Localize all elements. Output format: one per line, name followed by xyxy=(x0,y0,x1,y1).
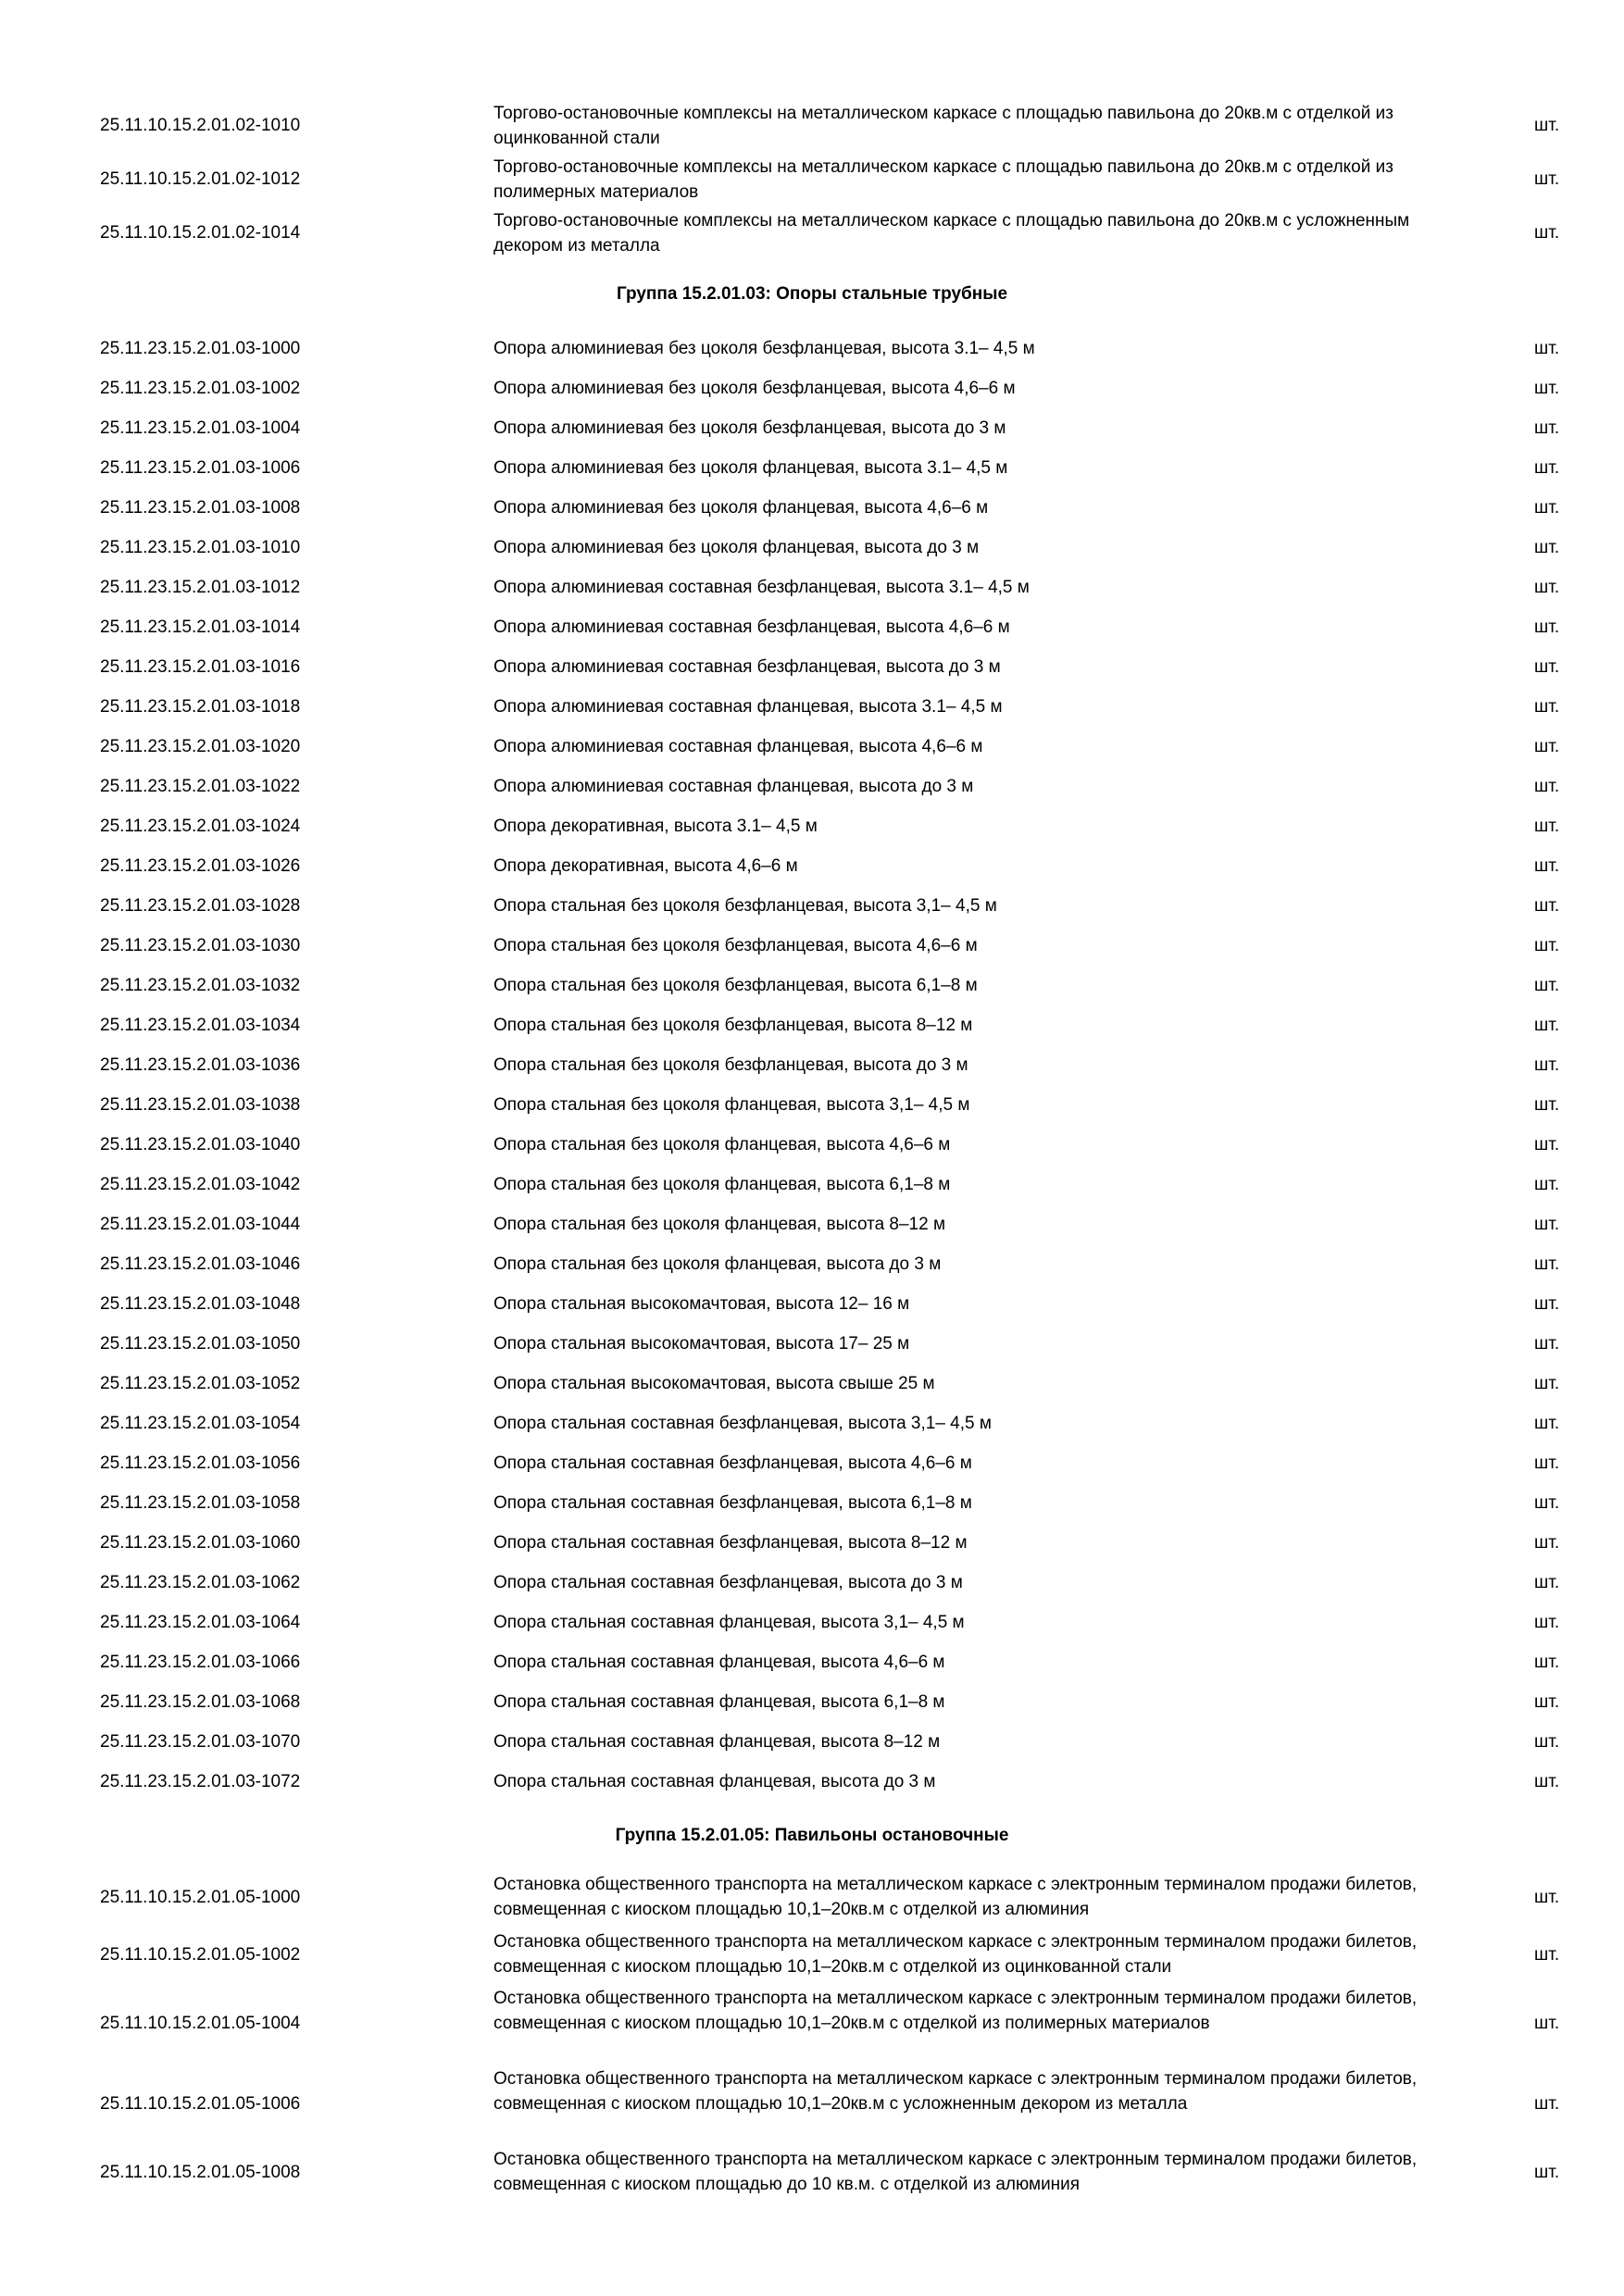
row-name: Опора алюминиевая составная фланцевая, высота 3.1– 4,5 м xyxy=(493,697,1003,717)
table-row xyxy=(0,101,1624,151)
row-code: 25.11.23.15.2.01.03-1068 xyxy=(100,1692,301,1712)
row-unit: шт. xyxy=(1534,936,1560,955)
row-unit: шт. xyxy=(1534,1374,1560,1393)
row-name: Остановка общественного транспорта на металлическом каркасе с электронным терминалом продажи билетов, совмещенная с киоском площадью 10,1–20кв.м с отделкой из оцинкованной стали xyxy=(493,1932,1418,1977)
table-row xyxy=(0,1872,1624,1922)
row-unit: шт. xyxy=(1534,1493,1560,1513)
row-unit: шт. xyxy=(1534,976,1560,995)
row-unit: шт. xyxy=(1534,1334,1560,1354)
table-row xyxy=(0,2066,1624,2141)
group-title: Группа 15.2.01.05: Павильоны остановочные xyxy=(615,1826,1009,1845)
row-name: Опора алюминиевая без цоколя безфланцевая, высота 4,6–6 м xyxy=(493,379,1016,398)
row-code: 25.11.23.15.2.01.03-1040 xyxy=(100,1135,301,1154)
row-code: 25.11.23.15.2.01.03-1024 xyxy=(100,817,301,836)
row-code: 25.11.23.15.2.01.03-1026 xyxy=(100,856,301,876)
row-code: 25.11.23.15.2.01.03-1044 xyxy=(100,1215,301,1234)
row-code: 25.11.23.15.2.01.03-1004 xyxy=(100,418,301,438)
row-unit: шт. xyxy=(1534,856,1560,876)
row-code: 25.11.23.15.2.01.03-1034 xyxy=(100,1016,301,1035)
row-code: 25.11.23.15.2.01.03-1042 xyxy=(100,1175,301,1194)
row-name: Опора стальная составная фланцевая, высота 6,1–8 м xyxy=(493,1692,945,1712)
row-unit: шт. xyxy=(1534,2163,1560,2182)
row-unit: шт. xyxy=(1534,578,1560,597)
row-name: Опора алюминиевая без цоколя фланцевая, высота 3.1– 4,5 м xyxy=(493,458,1008,478)
row-unit: шт. xyxy=(1534,498,1560,518)
row-code: 25.11.23.15.2.01.03-1016 xyxy=(100,657,301,677)
row-code: 25.11.23.15.2.01.03-1070 xyxy=(100,1732,301,1752)
row-unit: шт. xyxy=(1534,2094,1560,2114)
row-code: 25.11.23.15.2.01.03-1014 xyxy=(100,618,301,637)
row-name: Опора алюминиевая без цоколя безфланцевая, высота до 3 м xyxy=(493,418,1006,438)
row-name: Опора стальная составная безфланцевая, высота 8–12 м xyxy=(493,1533,968,1553)
row-name: Опора алюминиевая составная безфланцевая, высота до 3 м xyxy=(493,657,1001,677)
row-code: 25.11.23.15.2.01.03-1018 xyxy=(100,697,301,717)
row-code: 25.11.23.15.2.01.03-1058 xyxy=(100,1493,301,1513)
row-unit: шт. xyxy=(1534,1772,1560,1791)
row-name: Остановка общественного транспорта на металлическом каркасе с электронным терминалом продажи билетов, совмещенная с киоском площадью 10,1–20кв.м с усложненным декором из металла xyxy=(493,2069,1418,2114)
row-code: 25.11.10.15.2.01.02-1014 xyxy=(100,223,301,243)
row-code: 25.11.23.15.2.01.03-1054 xyxy=(100,1414,301,1433)
row-code: 25.11.23.15.2.01.03-1056 xyxy=(100,1454,301,1473)
row-unit: шт. xyxy=(1534,896,1560,916)
row-unit: шт. xyxy=(1534,657,1560,677)
row-unit: шт. xyxy=(1534,1135,1560,1154)
row-code: 25.11.23.15.2.01.03-1008 xyxy=(100,498,301,518)
row-code: 25.11.23.15.2.01.03-1036 xyxy=(100,1055,301,1075)
row-unit: шт. xyxy=(1534,1945,1560,1965)
row-unit: шт. xyxy=(1534,1888,1560,1907)
row-unit: шт. xyxy=(1534,379,1560,398)
row-unit: шт. xyxy=(1534,817,1560,836)
row-name: Опора стальная составная фланцевая, высота 8–12 м xyxy=(493,1732,941,1752)
row-unit: шт. xyxy=(1534,1573,1560,1592)
row-unit: шт. xyxy=(1534,2014,1560,2033)
row-code: 25.11.10.15.2.01.02-1010 xyxy=(100,116,301,135)
row-code: 25.11.23.15.2.01.03-1006 xyxy=(100,458,301,478)
row-unit: шт. xyxy=(1534,1215,1560,1234)
row-unit: шт. xyxy=(1534,223,1560,243)
row-code: 25.11.23.15.2.01.03-1038 xyxy=(100,1095,301,1115)
row-code: 25.11.10.15.2.01.05-1000 xyxy=(100,1888,301,1907)
row-code: 25.11.23.15.2.01.03-1000 xyxy=(100,339,301,358)
row-unit: шт. xyxy=(1534,538,1560,557)
row-code: 25.11.23.15.2.01.03-1012 xyxy=(100,578,301,597)
row-name: Опора стальная составная безфланцевая, высота 3,1– 4,5 м xyxy=(493,1414,992,1433)
row-name: Опора стальная составная безфланцевая, высота 6,1–8 м xyxy=(493,1493,972,1513)
row-unit: шт. xyxy=(1534,777,1560,796)
row-unit: шт. xyxy=(1534,418,1560,438)
row-code: 25.11.23.15.2.01.03-1030 xyxy=(100,936,301,955)
row-unit: шт. xyxy=(1534,737,1560,756)
row-name: Опора декоративная, высота 4,6–6 м xyxy=(493,856,798,876)
row-name: Опора стальная без цоколя фланцевая, высота 8–12 м xyxy=(493,1215,946,1234)
row-name: Опора стальная без цоколя фланцевая, высота до 3 м xyxy=(493,1254,942,1274)
table-row xyxy=(0,155,1624,205)
row-name: Опора стальная составная безфланцевая, высота до 3 м xyxy=(493,1573,963,1592)
row-code: 25.11.23.15.2.01.03-1060 xyxy=(100,1533,301,1553)
row-name: Опора алюминиевая составная фланцевая, высота 4,6–6 м xyxy=(493,737,983,756)
row-unit: шт. xyxy=(1534,1692,1560,1712)
row-code: 25.11.23.15.2.01.03-1032 xyxy=(100,976,301,995)
row-name: Опора стальная без цоколя безфланцевая, высота 8–12 м xyxy=(493,1016,973,1035)
row-unit: шт. xyxy=(1534,1055,1560,1075)
row-name: Опора алюминиевая составная безфланцевая, высота 3.1– 4,5 м xyxy=(493,578,1030,597)
row-code: 25.11.23.15.2.01.03-1066 xyxy=(100,1653,301,1672)
table-row xyxy=(0,1986,1624,2061)
table-row xyxy=(0,2147,1624,2197)
row-unit: шт. xyxy=(1534,1653,1560,1672)
table-row xyxy=(0,1929,1624,1979)
row-unit: шт. xyxy=(1534,1414,1560,1433)
row-code: 25.11.23.15.2.01.03-1010 xyxy=(100,538,301,557)
row-unit: шт. xyxy=(1534,1454,1560,1473)
row-code: 25.11.23.15.2.01.03-1064 xyxy=(100,1613,301,1632)
row-unit: шт. xyxy=(1534,618,1560,637)
row-name: Опора стальная без цоколя безфланцевая, высота 6,1–8 м xyxy=(493,976,978,995)
row-name: Опора алюминиевая составная фланцевая, высота до 3 м xyxy=(493,777,974,796)
row-code: 25.11.10.15.2.01.05-1002 xyxy=(100,1945,301,1965)
row-unit: шт. xyxy=(1534,1613,1560,1632)
row-unit: шт. xyxy=(1534,1095,1560,1115)
row-unit: шт. xyxy=(1534,169,1560,189)
row-code: 25.11.23.15.2.01.03-1020 xyxy=(100,737,301,756)
row-name: Опора стальная без цоколя фланцевая, высота 3,1– 4,5 м xyxy=(493,1095,970,1115)
row-name: Остановка общественного транспорта на металлическом каркасе с электронным терминалом продажи билетов, совмещенная с киоском площадью 10,1–20кв.м с отделкой из полимерных материалов xyxy=(493,1989,1418,2033)
row-unit: шт. xyxy=(1534,1533,1560,1553)
row-name: Опора алюминиевая без цоколя фланцевая, высота до 3 м xyxy=(493,538,980,557)
row-code: 25.11.23.15.2.01.03-1052 xyxy=(100,1374,301,1393)
row-code: 25.11.23.15.2.01.03-1028 xyxy=(100,896,301,916)
row-name: Опора декоративная, высота 3.1– 4,5 м xyxy=(493,817,818,836)
row-name: Опора стальная составная фланцевая, высота до 3 м xyxy=(493,1772,936,1791)
row-unit: шт. xyxy=(1534,1732,1560,1752)
row-name: Торгово-остановочные комплексы на металлическом каркасе с площадью павильона до 20кв.м с отделкой из оцинкованной стали xyxy=(493,104,1393,148)
row-unit: шт. xyxy=(1534,339,1560,358)
row-unit: шт. xyxy=(1534,1294,1560,1314)
row-name: Опора стальная составная фланцевая, высота 4,6–6 м xyxy=(493,1653,945,1672)
row-unit: шт. xyxy=(1534,1254,1560,1274)
row-name: Опора стальная без цоколя безфланцевая, высота до 3 м xyxy=(493,1055,968,1075)
group-title: Группа 15.2.01.03: Опоры стальные трубные xyxy=(616,284,1008,304)
row-code: 25.11.23.15.2.01.03-1022 xyxy=(100,777,301,796)
row-name: Опора стальная высокомачтовая, высота 17– 25 м xyxy=(493,1334,910,1354)
row-name: Остановка общественного транспорта на металлическом каркасе с электронным терминалом продажи билетов, совмещенная с киоском площадью 10,1–20кв.м с отделкой из алюминия xyxy=(493,1875,1418,1919)
row-unit: шт. xyxy=(1534,116,1560,135)
row-code: 25.11.23.15.2.01.03-1050 xyxy=(100,1334,301,1354)
row-name: Остановка общественного транспорта на металлическом каркасе с электронным терминалом продажи билетов, совмещенная с киоском площадью до 10 кв.м. с отделкой из алюминия xyxy=(493,2150,1418,2194)
row-code: 25.11.23.15.2.01.03-1072 xyxy=(100,1772,301,1791)
row-code: 25.11.10.15.2.01.05-1008 xyxy=(100,2163,301,2182)
row-code: 25.11.23.15.2.01.03-1046 xyxy=(100,1254,301,1274)
row-code: 25.11.10.15.2.01.05-1004 xyxy=(100,2014,301,2033)
row-name: Опора стальная без цоколя фланцевая, высота 6,1–8 м xyxy=(493,1175,951,1194)
row-unit: шт. xyxy=(1534,697,1560,717)
row-name: Опора стальная без цоколя фланцевая, высота 4,6–6 м xyxy=(493,1135,951,1154)
row-name: Опора алюминиевая без цоколя безфланцевая, высота 3.1– 4,5 м xyxy=(493,339,1035,358)
row-unit: шт. xyxy=(1534,458,1560,478)
row-name: Опора стальная без цоколя безфланцевая, высота 4,6–6 м xyxy=(493,936,978,955)
table-row xyxy=(0,208,1624,258)
row-name: Торгово-остановочные комплексы на металлическом каркасе с площадью павильона до 20кв.м с отделкой из полимерных материалов xyxy=(493,157,1393,202)
row-name: Опора стальная составная фланцевая, высота 3,1– 4,5 м xyxy=(493,1613,965,1632)
row-code: 25.11.10.15.2.01.02-1012 xyxy=(100,169,301,189)
row-name: Опора стальная составная безфланцевая, высота 4,6–6 м xyxy=(493,1454,972,1473)
row-name: Опора алюминиевая без цоколя фланцевая, высота 4,6–6 м xyxy=(493,498,989,518)
row-name: Опора стальная высокомачтовая, высота свыше 25 м xyxy=(493,1374,935,1393)
row-code: 25.11.10.15.2.01.05-1006 xyxy=(100,2094,301,2114)
row-name: Опора стальная высокомачтовая, высота 12– 16 м xyxy=(493,1294,910,1314)
row-code: 25.11.23.15.2.01.03-1062 xyxy=(100,1573,301,1592)
row-unit: шт. xyxy=(1534,1016,1560,1035)
row-code: 25.11.23.15.2.01.03-1002 xyxy=(100,379,301,398)
row-name: Опора стальная без цоколя безфланцевая, высота 3,1– 4,5 м xyxy=(493,896,997,916)
row-code: 25.11.23.15.2.01.03-1048 xyxy=(100,1294,301,1314)
row-name: Торгово-остановочные комплексы на металлическом каркасе с площадью павильона до 20кв.м с усложненным декором из металла xyxy=(493,211,1410,256)
row-unit: шт. xyxy=(1534,1175,1560,1194)
row-name: Опора алюминиевая составная безфланцевая, высота 4,6–6 м xyxy=(493,618,1010,637)
